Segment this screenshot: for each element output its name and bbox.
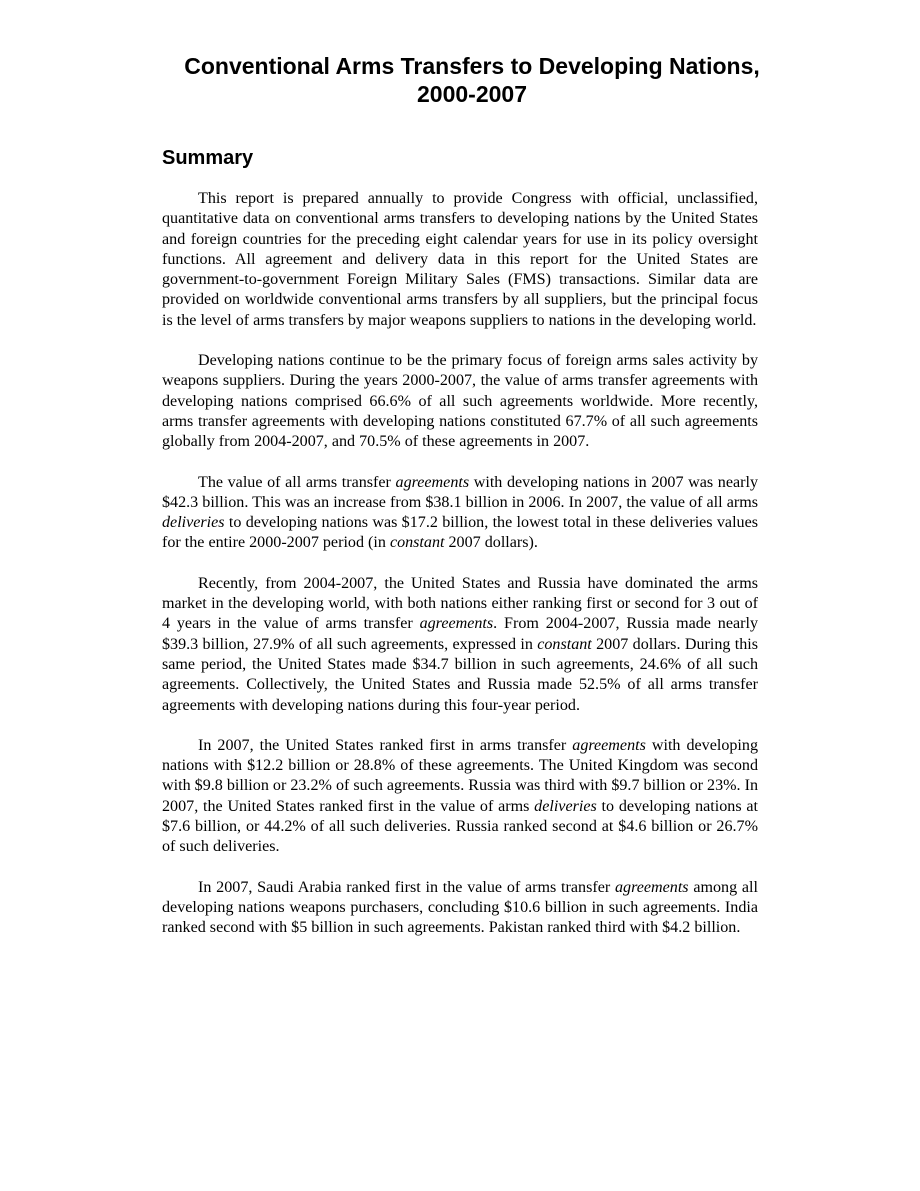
summary-paragraph-3 bbox=[162, 473, 758, 554]
text-run: Recently, from 2004-2007, the United States and Russia have dominated the arms market in the developing world, with both nations either ranking first or second for 3 out of 4 years in the value of arms transfer bbox=[162, 574, 758, 633]
document-title bbox=[174, 52, 770, 108]
summary-paragraph-5 bbox=[162, 736, 758, 858]
italic-text: agreements bbox=[572, 736, 646, 754]
summary-paragraph-1: This report is prepared annually to provide Congress with official, unclassified, quantitative data on conventional arms transfers to developing nations by the United States and foreign countries for the preceding eight calendar years for use in its policy oversight functions. All agreement and delivery data in this report for the United States are government-to-government Foreign Military Sales (FMS) transactions. Similar data are provided on worldwide conventional arms transfers by all suppliers, but the principal focus is the level of arms transfers by major weapons suppliers to nations in the developing world. bbox=[162, 190, 758, 329]
text-run: 2007 dollars. During this same period, the United States made $34.7 billion in such agreements, 24.6% of all such agreements. Collectively, the United States and Russia made 52.5% of all arms transfer agreements with developing nations during this four-year period. bbox=[162, 635, 759, 714]
text-run: to developing nations at $7.6 billion, or 44.2% of all such deliveries. Russia ranked second at $4.6 billion or 26.7% of such deliveries. bbox=[162, 797, 758, 856]
italic-text: agreements bbox=[419, 615, 494, 633]
summary-paragraph-6 bbox=[162, 878, 758, 939]
italic-text: constant bbox=[389, 534, 445, 552]
summary-paragraph-2: Developing nations continue to be the primary focus of foreign arms sales activity by weapons suppliers. During the years 2000-2007, the value of arms transfer agreements with developing nations comprised 66.6% of all such agreements worldwide. More recently, arms transfer agreements with developing nations constituted 67.7% of all such agreements globally from 2004-2007, and 70.5% of these agreements in 2007. bbox=[162, 352, 758, 451]
text-run: among all developing nations weapons purchasers, concluding $10.6 billion in such agreements. India ranked second with $5 billion in such agreements. Pakistan ranked third with $4.2 billion. bbox=[162, 878, 758, 937]
document-page bbox=[162, 52, 758, 939]
text-run: The value of all arms transfer bbox=[198, 473, 396, 491]
summary-paragraph-4 bbox=[162, 574, 758, 716]
italic-text: deliveries bbox=[162, 514, 225, 532]
text-run: . From 2004-2007, Russia made nearly $39.3 billion, 27.9% of all such agreements, expressed in bbox=[162, 615, 758, 653]
italic-text: agreements bbox=[395, 473, 470, 491]
italic-text: deliveries bbox=[534, 797, 597, 815]
text-run: to developing nations was $17.2 billion, the lowest total in these deliveries values for the entire 2000-2007 period (in bbox=[162, 514, 758, 552]
text-run: In 2007, Saudi Arabia ranked first in the value of arms transfer bbox=[198, 878, 615, 896]
title-line-1: Conventional Arms Transfers to Developing Nations, bbox=[184, 53, 760, 79]
text-run: 2007 dollars). bbox=[444, 534, 538, 552]
text-run: with developing nations in 2007 was nearly $42.3 billion. This was an increase from $38.1 billion in 2006. In 2007, the value of all arms bbox=[162, 473, 758, 511]
italic-text: agreements bbox=[614, 878, 689, 896]
title-line-2: 2000-2007 bbox=[417, 81, 527, 107]
text-run: with developing nations with $12.2 billion or 28.8% of these agreements. The United Kingdom was second with $9.8 billion or 23.2% of such agreements. Russia was third with $9.7 billion or 23%. In 2007, the United States ranked first in the value of arms bbox=[162, 736, 758, 815]
text-run: In 2007, the United States ranked first in arms transfer bbox=[198, 736, 573, 754]
summary-heading: Summary bbox=[162, 147, 254, 169]
italic-text: constant bbox=[537, 635, 592, 653]
